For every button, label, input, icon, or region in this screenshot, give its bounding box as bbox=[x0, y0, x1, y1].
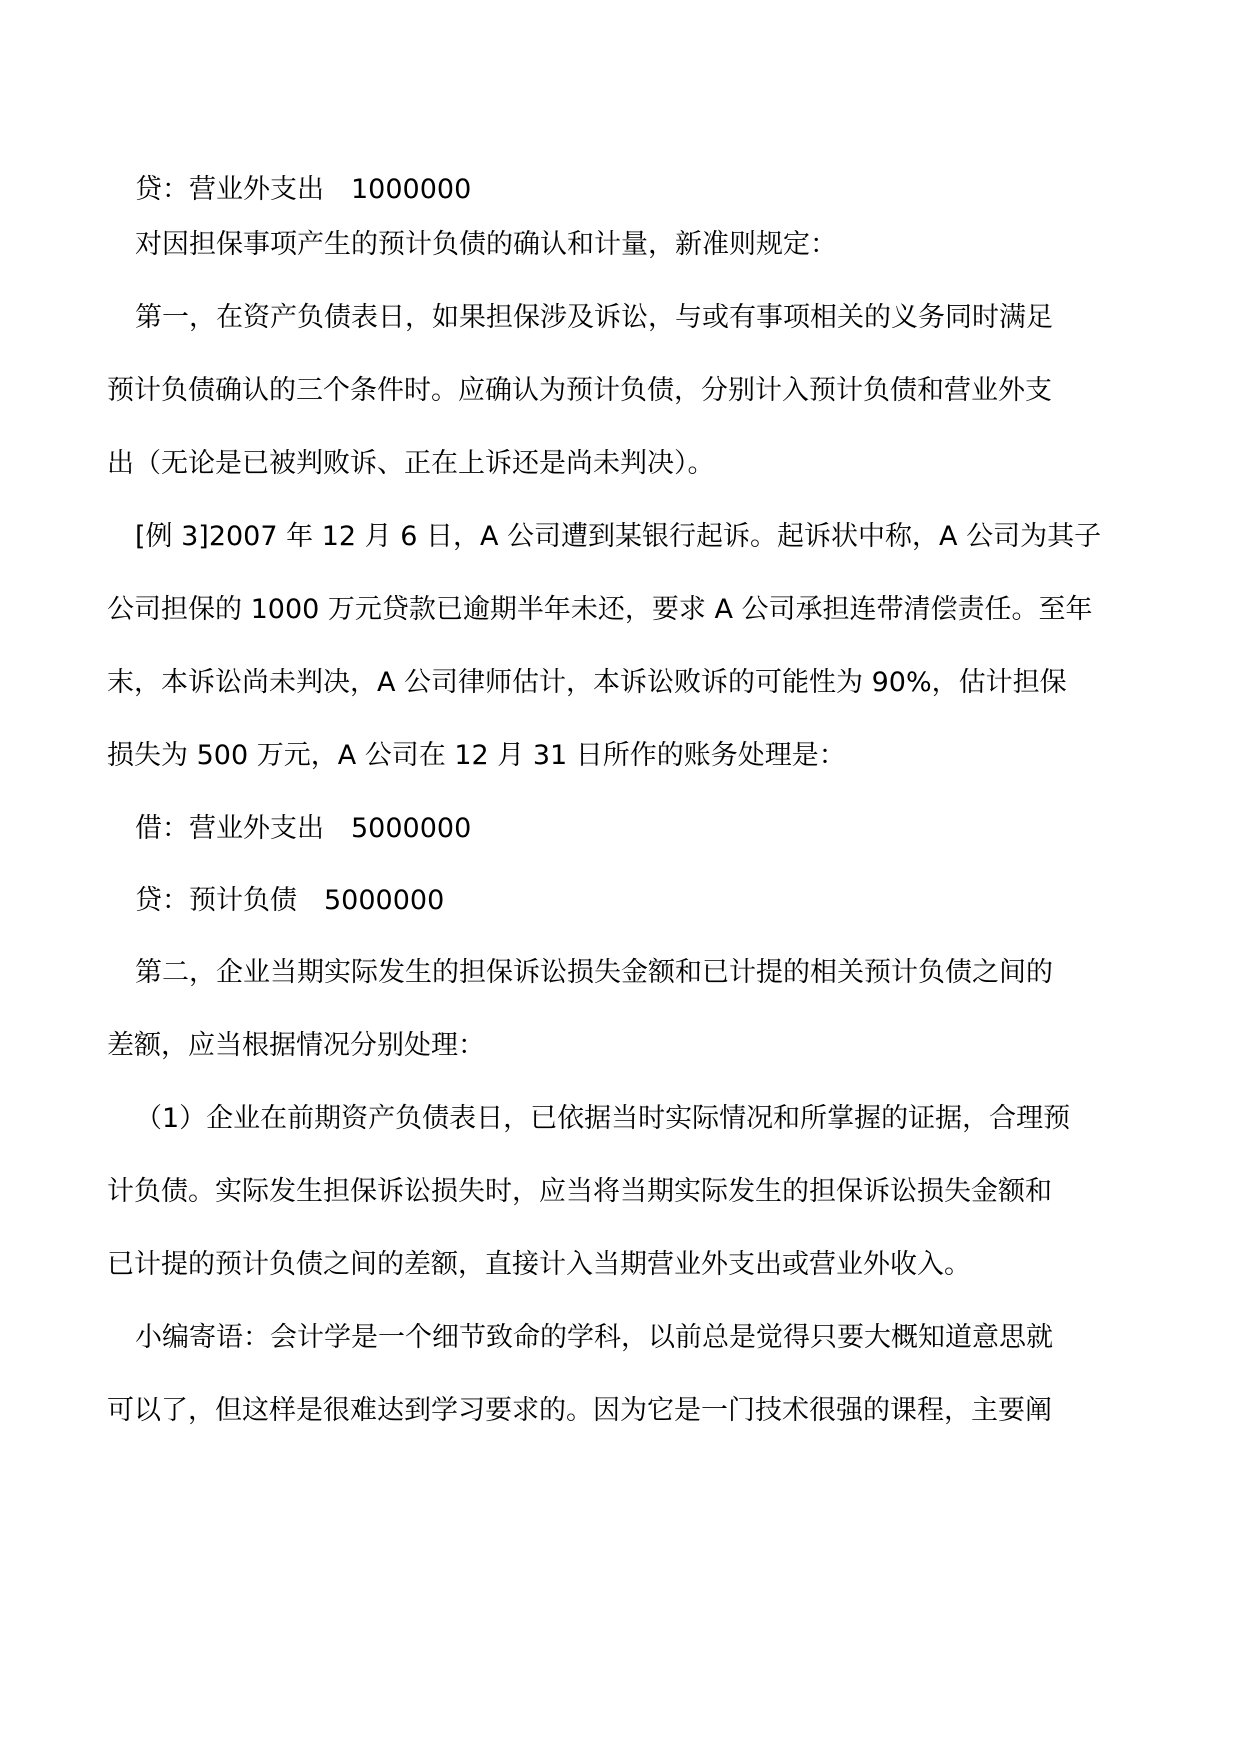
text-line-second-1: 第二，企业当期实际发生的担保诉讼损失金额和已计提的相关预计负债之间的 bbox=[135, 957, 1053, 988]
text-line-first-1: 第一，在资产负债表日，如果担保涉及诉讼，与或有事项相关的义务同时满足 bbox=[135, 302, 1053, 333]
text-line-editor-1: 小编寄语：会计学是一个细节致命的学科，以前总是觉得只要大概知道意思就 bbox=[135, 1322, 1053, 1353]
text-line-second-2: 差额，应当根据情况分别处理： bbox=[107, 1030, 485, 1061]
text-line-first-3: 出（无论是已被判败诉、正在上诉还是尚未判决）。 bbox=[107, 448, 715, 479]
text-line-item1-2: 计负债。实际发生担保诉讼损失时，应当将当期实际发生的担保诉讼损失金额和 bbox=[107, 1176, 1052, 1207]
text-line-first-2: 预计负债确认的三个条件时。应确认为预计负债，分别计入预计负债和营业外支 bbox=[107, 375, 1052, 406]
text-line-example-4: 损失为 500 万元，A 公司在 12 月 31 日所作的账务处理是： bbox=[107, 740, 846, 771]
text-line-intro: 对因担保事项产生的预计负债的确认和计量，新准则规定： bbox=[135, 229, 837, 260]
text-line-example-3: 末，本诉讼尚未判决，A 公司律师估计，本诉讼败诉的可能性为 90%，估计担保 bbox=[107, 667, 1067, 698]
text-line-example-1: [例 3]2007 年 12 月 6 日，A 公司遭到某银行起诉。起诉状中称，A 公司为其子 bbox=[135, 521, 1102, 552]
text-line-item1-3: 已计提的预计负债之间的差额，直接计入当期营业外支出或营业外收入。 bbox=[107, 1249, 971, 1280]
text-line-debit-entry: 借：营业外支出 5000000 bbox=[135, 813, 472, 844]
text-line-credit-expense: 贷：营业外支出 1000000 bbox=[135, 174, 472, 205]
text-line-example-2: 公司担保的 1000 万元贷款已逾期半年未还，要求 A 公司承担连带清偿责任。至年 bbox=[107, 594, 1093, 625]
text-line-item1-1: （1）企业在前期资产负债表日，已依据当时实际情况和所掌握的证据，合理预 bbox=[135, 1103, 1071, 1134]
text-line-credit-entry: 贷：预计负债 5000000 bbox=[135, 885, 445, 916]
text-line-editor-2: 可以了，但这样是很难达到学习要求的。因为它是一门技术很强的课程，主要阐 bbox=[107, 1395, 1052, 1426]
